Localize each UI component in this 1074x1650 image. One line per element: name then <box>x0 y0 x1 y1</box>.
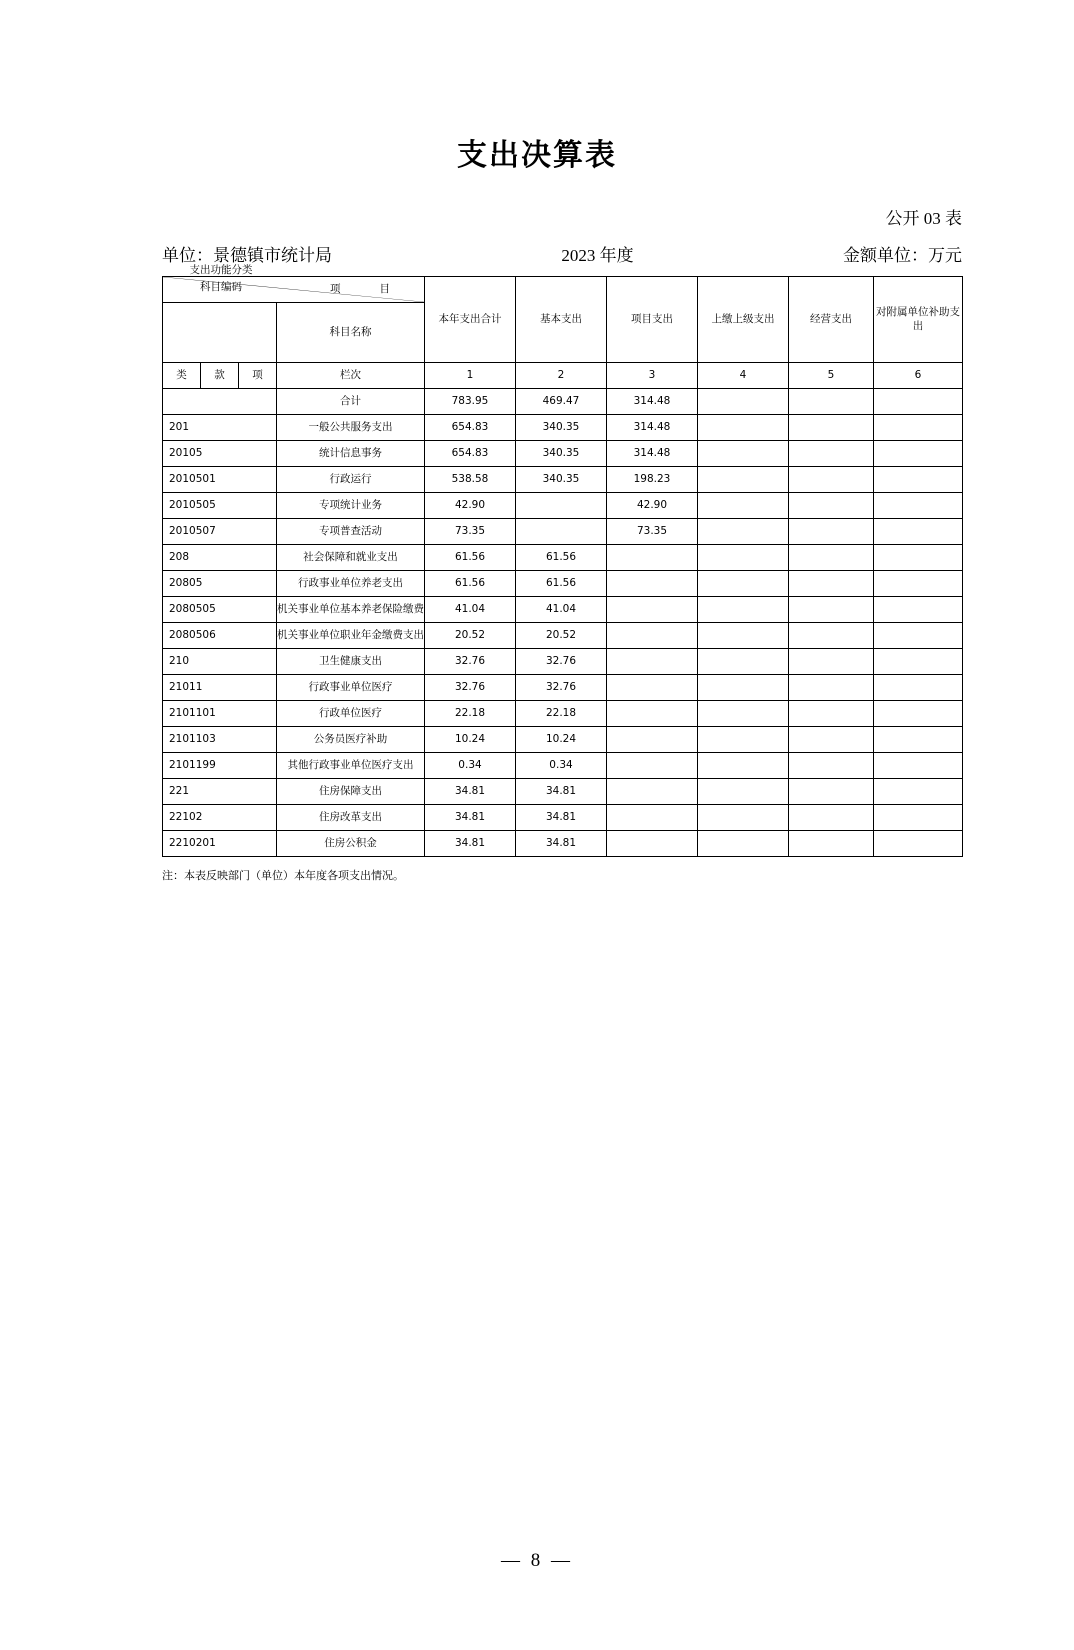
row-value-3 <box>607 597 698 623</box>
table-row <box>163 545 963 571</box>
row-value-5 <box>789 597 874 623</box>
header-lei: 类 <box>163 363 201 389</box>
unit-label: 单位：景德镇市统计局 <box>162 246 332 265</box>
row-value-5 <box>789 701 874 727</box>
row-subject-name: 社会保障和就业支出 <box>277 545 425 571</box>
row-subject-name: 其他行政事业单位医疗支出 <box>277 753 425 779</box>
table-row <box>163 415 963 441</box>
row-value-6 <box>874 467 963 493</box>
table-row <box>163 493 963 519</box>
row-code: 2101199 <box>163 753 277 779</box>
row-value-1: 73.35 <box>425 519 516 545</box>
header-col-project: 项目支出 <box>607 277 698 363</box>
header-col-subsidiary: 对附属单位补助支出 <box>874 277 963 363</box>
header-num-1: 1 <box>425 363 516 389</box>
row-value-5 <box>789 727 874 753</box>
row-code: 2080505 <box>163 597 277 623</box>
row-value-3 <box>607 545 698 571</box>
row-code <box>163 389 277 415</box>
row-value-5 <box>789 675 874 701</box>
row-value-4 <box>698 493 789 519</box>
row-value-2: 340.35 <box>516 441 607 467</box>
row-subject-name: 行政运行 <box>277 467 425 493</box>
row-value-6 <box>874 649 963 675</box>
row-value-1: 22.18 <box>425 701 516 727</box>
row-code: 221 <box>163 779 277 805</box>
row-value-2: 34.81 <box>516 779 607 805</box>
header-col-total: 本年支出合计 <box>425 277 516 363</box>
row-value-6 <box>874 493 963 519</box>
row-value-3: 314.48 <box>607 389 698 415</box>
header-corner-cell <box>163 264 425 303</box>
row-value-5 <box>789 571 874 597</box>
row-subject-name: 机关事业单位职业年金缴费支出 <box>277 623 425 649</box>
row-value-5 <box>789 623 874 649</box>
row-value-1: 783.95 <box>425 389 516 415</box>
table-row <box>163 727 963 753</box>
row-value-3: 42.90 <box>607 493 698 519</box>
table-note: 注：本表反映部门（单位）本年度各项支出情况。 <box>162 869 404 882</box>
row-code: 2010505 <box>163 493 277 519</box>
row-value-1: 61.56 <box>425 571 516 597</box>
row-value-3 <box>607 727 698 753</box>
row-value-4 <box>698 545 789 571</box>
row-value-4 <box>698 831 789 857</box>
row-value-4 <box>698 389 789 415</box>
row-value-3: 198.23 <box>607 467 698 493</box>
row-value-3: 73.35 <box>607 519 698 545</box>
amount-unit-label: 金额单位：万元 <box>843 246 962 265</box>
row-value-6 <box>874 753 963 779</box>
row-value-5 <box>789 805 874 831</box>
row-value-5 <box>789 441 874 467</box>
header-xiang: 项 <box>239 363 277 389</box>
row-value-5 <box>789 545 874 571</box>
table-row <box>163 701 963 727</box>
row-value-3 <box>607 675 698 701</box>
row-value-1: 654.83 <box>425 415 516 441</box>
meta-row <box>0 241 1074 266</box>
row-code: 22102 <box>163 805 277 831</box>
row-code: 2210201 <box>163 831 277 857</box>
row-value-1: 538.58 <box>425 467 516 493</box>
row-value-4 <box>698 701 789 727</box>
table-row <box>163 571 963 597</box>
row-code: 2101103 <box>163 727 277 753</box>
row-code: 210 <box>163 649 277 675</box>
row-value-4 <box>698 675 789 701</box>
row-value-2: 469.47 <box>516 389 607 415</box>
header-kuan: 款 <box>201 363 239 389</box>
table-row <box>163 623 963 649</box>
row-subject-name: 卫生健康支出 <box>277 649 425 675</box>
row-value-1: 0.34 <box>425 753 516 779</box>
row-value-6 <box>874 389 963 415</box>
row-value-3 <box>607 623 698 649</box>
page-title: 支出决算表 <box>457 138 617 173</box>
row-value-6 <box>874 779 963 805</box>
row-value-6 <box>874 623 963 649</box>
header-col-upper: 上缴上级支出 <box>698 277 789 363</box>
row-value-4 <box>698 727 789 753</box>
row-subject-name: 住房改革支出 <box>277 805 425 831</box>
row-subject-name: 行政单位医疗 <box>277 701 425 727</box>
row-value-2: 41.04 <box>516 597 607 623</box>
row-value-2: 340.35 <box>516 415 607 441</box>
row-subject-name: 住房保障支出 <box>277 779 425 805</box>
row-value-2: 34.81 <box>516 831 607 857</box>
header-num-6: 6 <box>874 363 963 389</box>
row-code: 20805 <box>163 571 277 597</box>
row-value-4 <box>698 467 789 493</box>
table-row <box>163 753 963 779</box>
header-label-function-code: 支出功能分类 科目编码 <box>189 264 253 294</box>
row-value-2: 10.24 <box>516 727 607 753</box>
row-value-3 <box>607 753 698 779</box>
row-value-4 <box>698 519 789 545</box>
row-value-4 <box>698 623 789 649</box>
row-value-3 <box>607 649 698 675</box>
row-value-2: 61.56 <box>516 545 607 571</box>
row-value-3 <box>607 779 698 805</box>
row-value-1: 41.04 <box>425 597 516 623</box>
row-value-1: 32.76 <box>425 649 516 675</box>
row-code: 2010507 <box>163 519 277 545</box>
row-value-2: 34.81 <box>516 805 607 831</box>
row-subject-name: 行政事业单位养老支出 <box>277 571 425 597</box>
row-value-3 <box>607 701 698 727</box>
row-code: 20105 <box>163 441 277 467</box>
row-value-2: 0.34 <box>516 753 607 779</box>
row-code: 21011 <box>163 675 277 701</box>
row-value-1: 10.24 <box>425 727 516 753</box>
row-value-4 <box>698 753 789 779</box>
row-subject-name: 行政事业单位医疗 <box>277 675 425 701</box>
table-row <box>163 779 963 805</box>
header-label-project: 项 目 <box>330 283 396 295</box>
row-value-1: 34.81 <box>425 779 516 805</box>
row-value-5 <box>789 831 874 857</box>
table-body <box>163 389 963 857</box>
row-value-5 <box>789 389 874 415</box>
row-value-5 <box>789 467 874 493</box>
table-row <box>163 675 963 701</box>
row-value-4 <box>698 779 789 805</box>
row-subject-name: 专项普查活动 <box>277 519 425 545</box>
row-value-5 <box>789 779 874 805</box>
header-num-2: 2 <box>516 363 607 389</box>
row-value-5 <box>789 415 874 441</box>
row-value-6 <box>874 727 963 753</box>
row-value-1: 34.81 <box>425 805 516 831</box>
form-number: 公开 03 表 <box>885 209 962 228</box>
row-value-1: 42.90 <box>425 493 516 519</box>
row-subject-name: 机关事业单位基本养老保险缴费 <box>277 597 425 623</box>
row-value-4 <box>698 571 789 597</box>
row-subject-name: 合计 <box>277 389 425 415</box>
row-subject-name: 住房公积金 <box>277 831 425 857</box>
row-value-6 <box>874 571 963 597</box>
expenditure-final-accounts-table <box>162 264 963 857</box>
header-col-operating: 经营支出 <box>789 277 874 363</box>
row-value-3 <box>607 805 698 831</box>
row-value-6 <box>874 415 963 441</box>
table-row <box>163 649 963 675</box>
row-value-3 <box>607 571 698 597</box>
row-value-6 <box>874 675 963 701</box>
row-value-6 <box>874 831 963 857</box>
header-num-3: 3 <box>607 363 698 389</box>
row-value-2: 32.76 <box>516 675 607 701</box>
document-page <box>0 130 1074 1650</box>
row-subject-name: 公务员医疗补助 <box>277 727 425 753</box>
table-row <box>163 389 963 415</box>
row-value-5 <box>789 519 874 545</box>
row-value-3: 314.48 <box>607 441 698 467</box>
table-row <box>163 805 963 831</box>
row-value-2: 61.56 <box>516 571 607 597</box>
row-code: 2080506 <box>163 623 277 649</box>
row-value-6 <box>874 701 963 727</box>
row-value-4 <box>698 597 789 623</box>
header-num-4: 4 <box>698 363 789 389</box>
row-code: 208 <box>163 545 277 571</box>
row-value-4 <box>698 649 789 675</box>
row-code: 2010501 <box>163 467 277 493</box>
row-value-2 <box>516 493 607 519</box>
row-value-2: 22.18 <box>516 701 607 727</box>
table-row <box>163 831 963 857</box>
year-label: 2023 年度 <box>561 246 634 265</box>
row-value-1: 61.56 <box>425 545 516 571</box>
row-value-1: 32.76 <box>425 675 516 701</box>
row-subject-name: 专项统计业务 <box>277 493 425 519</box>
row-value-2: 32.76 <box>516 649 607 675</box>
row-value-2: 20.52 <box>516 623 607 649</box>
table-row <box>163 597 963 623</box>
header-col-basic: 基本支出 <box>516 277 607 363</box>
row-value-6 <box>874 441 963 467</box>
row-value-5 <box>789 753 874 779</box>
row-value-5 <box>789 493 874 519</box>
row-value-1: 654.83 <box>425 441 516 467</box>
table-row <box>163 519 963 545</box>
row-value-4 <box>698 805 789 831</box>
row-value-6 <box>874 597 963 623</box>
table-row <box>163 441 963 467</box>
row-value-3: 314.48 <box>607 415 698 441</box>
header-blank-left <box>163 303 277 363</box>
header-lanci: 栏次 <box>277 363 425 389</box>
row-value-6 <box>874 545 963 571</box>
row-code: 2101101 <box>163 701 277 727</box>
row-value-2: 340.35 <box>516 467 607 493</box>
row-code: 201 <box>163 415 277 441</box>
row-subject-name: 统计信息事务 <box>277 441 425 467</box>
row-value-6 <box>874 805 963 831</box>
row-value-4 <box>698 441 789 467</box>
row-subject-name: 一般公共服务支出 <box>277 415 425 441</box>
header-num-5: 5 <box>789 363 874 389</box>
row-value-2 <box>516 519 607 545</box>
table-row <box>163 467 963 493</box>
row-value-6 <box>874 519 963 545</box>
header-subject-name: 科目名称 <box>277 303 425 363</box>
row-value-5 <box>789 649 874 675</box>
row-value-3 <box>607 831 698 857</box>
row-value-4 <box>698 415 789 441</box>
page-number: — 8 — <box>501 1550 573 1571</box>
row-value-1: 20.52 <box>425 623 516 649</box>
row-value-1: 34.81 <box>425 831 516 857</box>
